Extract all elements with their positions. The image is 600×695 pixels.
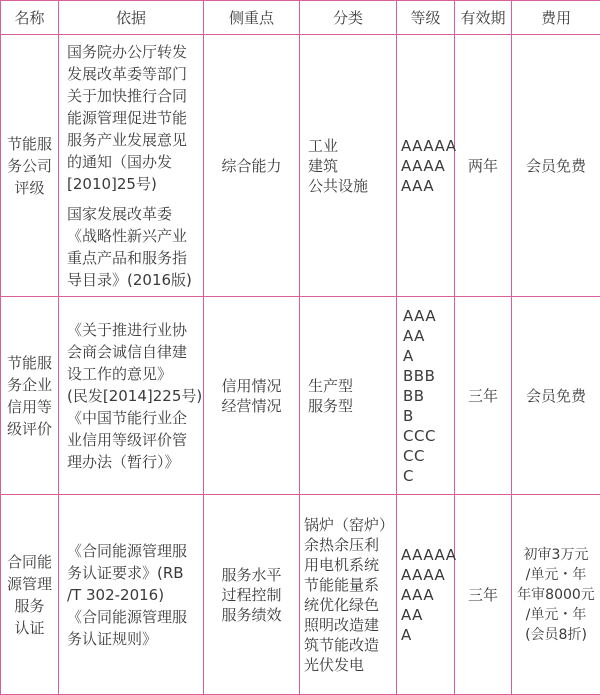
basis-line: 重点产品和服务指 bbox=[67, 247, 199, 269]
fee-cell bbox=[512, 35, 600, 297]
fee-cell bbox=[512, 495, 600, 695]
focus-line: 信用情况 bbox=[204, 376, 299, 396]
grade-line: AAA bbox=[403, 306, 454, 326]
fee-line: 初审3万元 bbox=[512, 545, 600, 565]
basis-line: 国家发展改革委 bbox=[67, 203, 199, 225]
name-line: 务企业 bbox=[1, 374, 58, 396]
name-cell bbox=[1, 495, 59, 695]
name-line: 评级 bbox=[1, 177, 58, 199]
name-line: 节能服 bbox=[1, 133, 58, 155]
basis-line: /T 302-2016) bbox=[67, 584, 199, 606]
header-category: 分类 bbox=[300, 1, 397, 35]
basis-line: 设工作的意见》 bbox=[67, 363, 199, 385]
focus-line: 过程控制 bbox=[204, 585, 299, 605]
grade-cell bbox=[397, 35, 455, 297]
focus-line: 经营情况 bbox=[204, 396, 299, 416]
basis-line: 会商会诚信自律建 bbox=[67, 341, 199, 363]
category-line: 工业 bbox=[308, 136, 396, 156]
category-line: 公共设施 bbox=[308, 176, 396, 196]
category-line: 光伏发电 bbox=[304, 655, 396, 675]
fee-line: (会员8折) bbox=[512, 625, 600, 645]
basis-cell bbox=[59, 495, 204, 695]
validity-cell: 三年 bbox=[455, 297, 512, 495]
name-line: 源管理 bbox=[1, 573, 58, 595]
focus-cell bbox=[204, 297, 300, 495]
grade-line: B bbox=[403, 406, 454, 426]
category-cell bbox=[300, 297, 397, 495]
table-row bbox=[1, 495, 600, 695]
basis-block bbox=[67, 41, 199, 195]
table-row bbox=[1, 35, 600, 297]
basis-line: 《战略性新兴产业 bbox=[67, 225, 199, 247]
grade-line: AAAAA bbox=[401, 136, 454, 156]
category-line: 节能能量系 bbox=[304, 575, 396, 595]
basis-block bbox=[67, 540, 199, 650]
grade-line: AAA bbox=[401, 176, 454, 196]
grade-line: BB bbox=[403, 386, 454, 406]
category-line: 用电机系统 bbox=[304, 555, 396, 575]
basis-line: 《关于推进行业协 bbox=[67, 319, 199, 341]
name-line: 务公司 bbox=[1, 155, 58, 177]
basis-cell bbox=[59, 35, 204, 297]
validity-cell: 三年 bbox=[455, 495, 512, 695]
basis-line: 服务产业发展意见 bbox=[67, 129, 199, 151]
header-row bbox=[1, 1, 600, 35]
basis-cell bbox=[59, 297, 204, 495]
focus-line: 服务绩效 bbox=[204, 605, 299, 625]
name-line: 级评价 bbox=[1, 418, 58, 440]
category-cell bbox=[300, 35, 397, 297]
basis-line: 《中国节能行业企 bbox=[67, 407, 199, 429]
grade-line: CC bbox=[403, 446, 454, 466]
basis-line: 《合同能源管理服 bbox=[67, 540, 199, 562]
category-line: 建筑 bbox=[308, 156, 396, 176]
basis-line: [2010]25号) bbox=[67, 173, 199, 195]
grade-line: AAAA bbox=[401, 156, 454, 176]
header-validity: 有效期 bbox=[455, 1, 512, 35]
name-line: 认证 bbox=[1, 617, 58, 639]
fee-line: 会员免费 bbox=[512, 386, 600, 406]
fee-cell bbox=[512, 297, 600, 495]
focus-line: 综合能力 bbox=[204, 156, 299, 176]
grade-line: C bbox=[403, 466, 454, 486]
fee-line: 年审8000元 bbox=[512, 585, 600, 605]
basis-line: 发展改革委等部门 bbox=[67, 63, 199, 85]
name-cell bbox=[1, 297, 59, 495]
grade-line: BBB bbox=[403, 366, 454, 386]
name-line: 节能服 bbox=[1, 352, 58, 374]
focus-cell bbox=[204, 35, 300, 297]
name-line: 合同能 bbox=[1, 551, 58, 573]
basis-gap bbox=[67, 195, 199, 203]
grade-line: AAAAA bbox=[401, 545, 454, 565]
basis-line: 国务院办公厅转发 bbox=[67, 41, 199, 63]
basis-line: 导目录》(2016版) bbox=[67, 269, 199, 291]
basis-line: 关于加快推行合同 bbox=[67, 85, 199, 107]
basis-block bbox=[67, 319, 199, 473]
focus-cell bbox=[204, 495, 300, 695]
header-grade: 等级 bbox=[397, 1, 455, 35]
category-line: 照明改造建 bbox=[304, 615, 396, 635]
fee-line: /单元・年 bbox=[512, 605, 600, 625]
basis-line: 业信用等级评价管 bbox=[67, 429, 199, 451]
category-line: 筑节能改造 bbox=[304, 635, 396, 655]
name-line: 信用等 bbox=[1, 396, 58, 418]
fee-line: /单元・年 bbox=[512, 565, 600, 585]
basis-line: 能源管理促进节能 bbox=[67, 107, 199, 129]
name-line: 服务 bbox=[1, 595, 58, 617]
basis-line: 理办法（暂行）》 bbox=[67, 451, 199, 473]
header-name: 名称 bbox=[1, 1, 59, 35]
basis-block bbox=[67, 203, 199, 291]
grade-line: AA bbox=[403, 326, 454, 346]
grade-cell bbox=[397, 297, 455, 495]
category-line: 锅炉（窑炉） bbox=[304, 515, 396, 535]
basis-line: 务认证规则》 bbox=[67, 628, 199, 650]
grade-line: AAAA bbox=[401, 565, 454, 585]
basis-line: 的通知（国办发 bbox=[67, 151, 199, 173]
category-line: 服务型 bbox=[308, 396, 396, 416]
focus-line: 服务水平 bbox=[204, 565, 299, 585]
grade-line: CCC bbox=[403, 426, 454, 446]
category-line: 统优化绿色 bbox=[304, 595, 396, 615]
header-focus: 侧重点 bbox=[204, 1, 300, 35]
name-cell bbox=[1, 35, 59, 297]
fee-line: 会员免费 bbox=[512, 156, 600, 176]
validity-cell: 两年 bbox=[455, 35, 512, 297]
basis-line: 《合同能源管理服 bbox=[67, 606, 199, 628]
category-cell bbox=[300, 495, 397, 695]
table-row bbox=[1, 297, 600, 495]
header-basis: 依据 bbox=[59, 1, 204, 35]
grade-line: A bbox=[401, 625, 454, 645]
basis-line: 务认证要求》(RB bbox=[67, 562, 199, 584]
header-fee: 费用 bbox=[512, 1, 600, 35]
category-line: 生产型 bbox=[308, 376, 396, 396]
grade-cell bbox=[397, 495, 455, 695]
grade-line: AAA bbox=[401, 585, 454, 605]
grade-line: AA bbox=[401, 605, 454, 625]
grade-line: A bbox=[403, 346, 454, 366]
category-line: 余热余压利 bbox=[304, 535, 396, 555]
basis-line: (民发[2014]225号) bbox=[67, 385, 199, 407]
